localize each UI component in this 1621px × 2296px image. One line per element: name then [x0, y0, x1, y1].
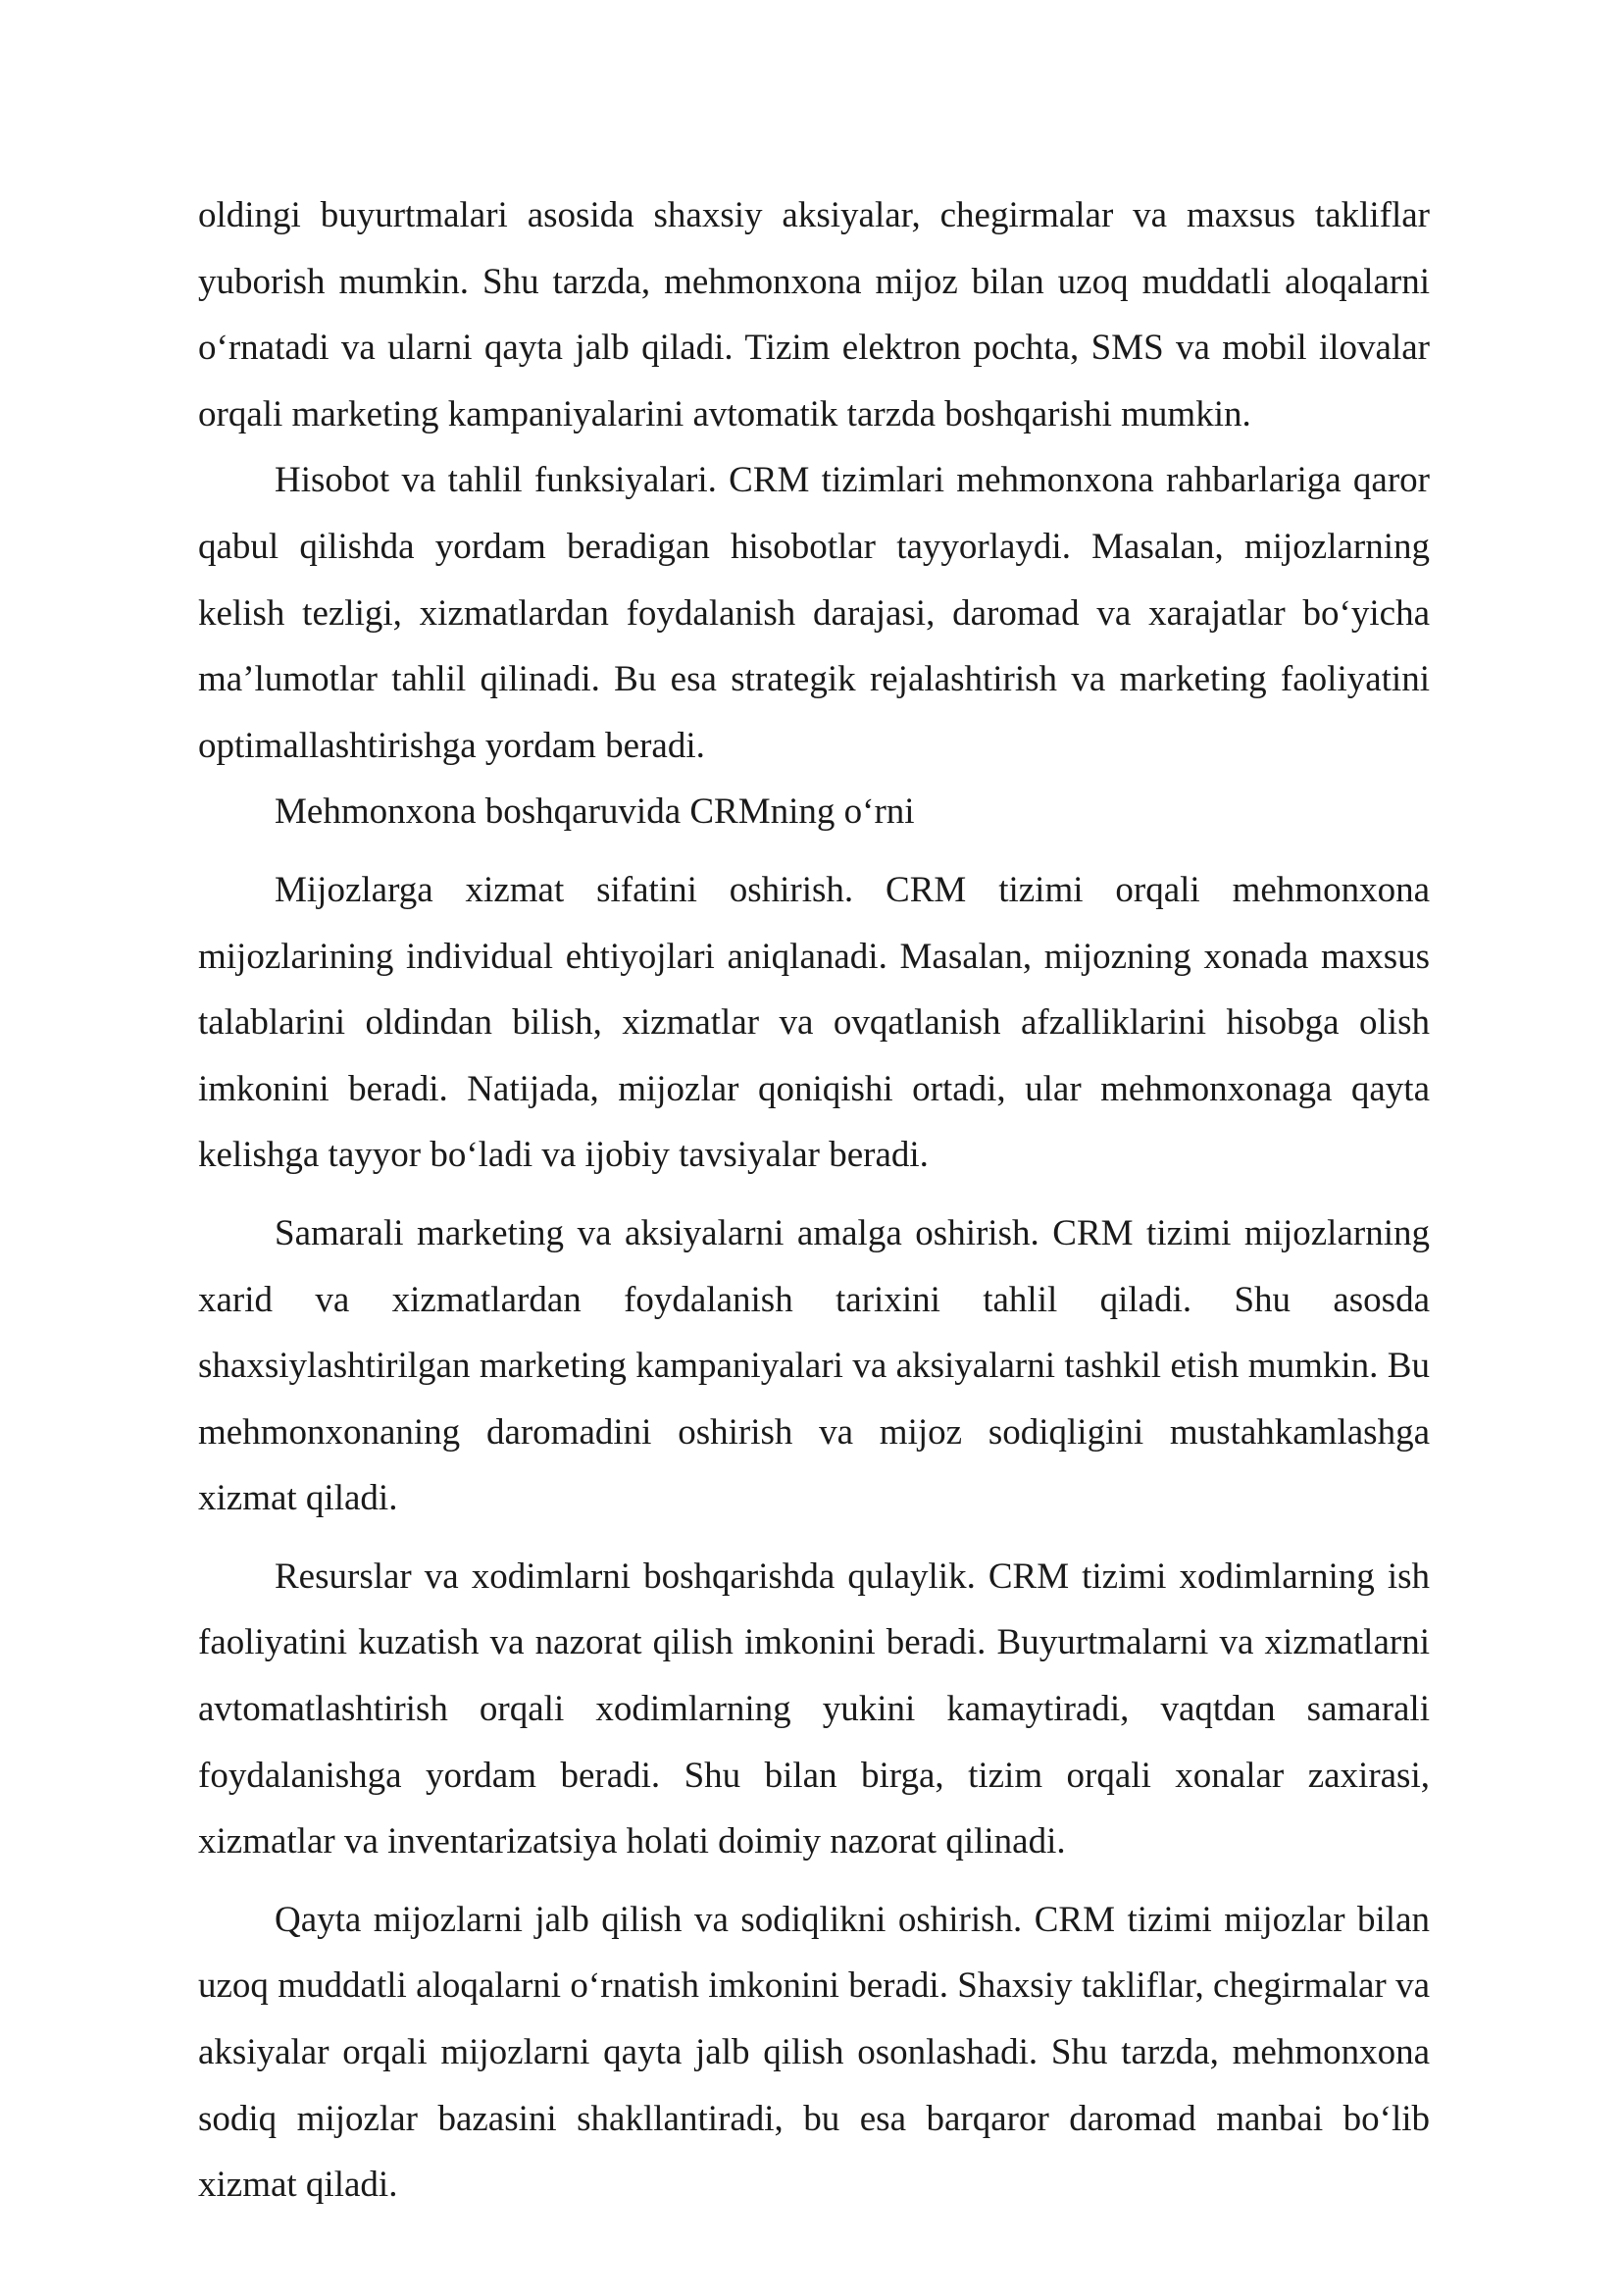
- document-page: [198, 182, 1430, 2219]
- section-heading-crm-role: Mehmonxona boshqaruvida CRMning o‘rni: [275, 791, 915, 833]
- paragraph-resources-staff: Resurslar va xodimlarni boshqarishda qulaylik. CRM tizimi xodimlarning ish faoliyatini kuzatish va nazorat qilish imkonini beradi. Buyurtmalarni va xizmatlarni avtomatlashtirish orqali xodimlarning yukini kamaytiradi, vaqtdan samarali foydalanishga yordam beradi. Shu bilan birga, tizim orqali xonalar zaxirasi, xizmatlar va inventarizatsiya holati doimiy nazorat qilinadi.: [198, 1556, 1430, 1862]
- paragraph-customer-loyalty: Qayta mijozlarni jalb qilish va sodiqlikni oshirish. CRM tizimi mijozlar bilan uzoq muddatli aloqalarni o‘rnatish imkonini beradi. Shaxsiy takliflar, chegirmalar va aksiyalar orqali mijozlarni qayta jalb qilish osonlashadi. Shu tarzda, mehmonxona sodiq mijozlar bazasini shakllantiradi, bu esa barqaror daromad manbai bo‘lib xizmat qiladi.: [198, 1899, 1430, 2206]
- paragraph-continuation: oldingi buyurtmalari asosida shaxsiy aksiyalar, chegirmalar va maxsus takliflar yuborish mumkin. Shu tarzda, mehmonxona mijoz bilan uzoq muddatli aloqalarni o‘rnatadi va ularni qayta jalb qiladi. Tizim elektron pochta, SMS va mobil ilovalar orqali marketing kampaniyalarini avtomatik tarzda boshqarishi mumkin.: [198, 195, 1430, 434]
- paragraph-service-quality: Mijozlarga xizmat sifatini oshirish. CRM tizimi orqali mehmonxona mijozlarining individual ehtiyojlari aniqlanadi. Masalan, mijozning xonada maxsus talablarini oldindan bilish, xizmatlar va ovqatlanish afzalliklarini hisobga olish imkonini beradi. Natijada, mijozlar qoniqishi ortadi, ular mehmonxonaga qayta kelishga tayyor bo‘ladi va ijobiy tavsiyalar beradi.: [198, 869, 1430, 1176]
- paragraph-reporting-functions: Hisobot va tahlil funksiyalari. CRM tizimlari mehmonxona rahbarlariga qaror qabul qilishda yordam beradigan hisobotlar tayyorlaydi. Masalan, mijozlarning kelish tezligi, xizmatlardan foydalanish darajasi, daromad va xarajatlar bo‘yicha ma’lumotlar tahlil qilinadi. Bu esa strategik rejalashtirish va marketing faoliyatini optimallashtirishga yordam beradi.: [198, 460, 1430, 766]
- paragraph-marketing: Samarali marketing va aksiyalarni amalga oshirish. CRM tizimi mijozlarning xarid va xizmatlardan foydalanish tarixini tahlil qiladi. Shu asosda shaxsiylashtirilgan marketing kampaniyalari va aksiyalarni tashkil etish mumkin. Bu mehmonxonaning daromadini oshirish va mijoz sodiqligini mustahkamlashga xizmat qiladi.: [198, 1212, 1430, 1519]
